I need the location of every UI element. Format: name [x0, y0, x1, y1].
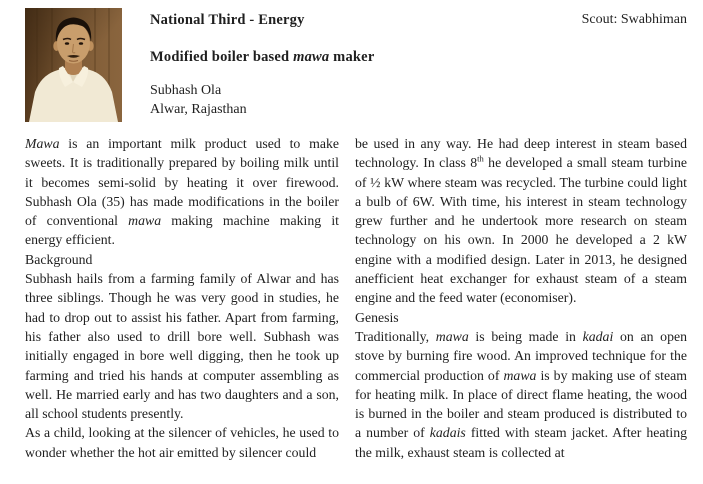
innovator-location: Alwar, Rajasthan	[150, 101, 247, 117]
paragraph-intro: Mawa is an important milk product used to make sweets. It is traditionally prepared by boiling milk until it becomes semi-solid by heating it over firewood. Subhash Ola (35) has made modifications in the boiler of conventional mawa making machine making it energy efficient.	[25, 136, 339, 248]
innovation-title: Modified boiler based mawa maker	[150, 49, 375, 65]
section-heading-background: Background	[25, 251, 93, 267]
innovator-name: Subhash Ola	[150, 83, 222, 98]
column-left	[25, 134, 339, 462]
award-category-title: National Third - Energy	[150, 12, 305, 28]
scout-credit: Scout: Swabhiman	[581, 12, 687, 27]
article-body	[25, 134, 687, 462]
paragraph-background: Subhash hails from a farming family of Alwar and has three siblings. Though he was very good in studies, he had to drop out to assist his father. Apart from farming, his father also used to drill bore well. Subhash was initially engaged in bore well digging, then he took up farming and tried his hands at computer assembling as well. He married early and has two daughters and a son, all school students presently.	[25, 271, 339, 422]
paragraph-childhood: As a child, looking at the silencer of vehicles, he used to wonder whether the hot air emitted by silencer could	[25, 425, 339, 460]
paragraph-steam-interest: be used in any way. He had deep interest in steam based technology. In class 8th he developed a small steam turbine of ½ kW where steam was recycled. The turbine could light a bulb of 6W. With time, his interest in steam technology grew further and he undertook more research on steam technology on his own. In 2000 he developed a 2 kW engine with a modified design. Later in 2013, he designed anefficient heat exchanger for exhaust steam of a steam engine and the feed water (economiser).	[355, 136, 687, 306]
portrait-illustration	[25, 8, 122, 122]
header-text-block	[150, 8, 530, 119]
section-heading-genesis: Genesis	[355, 309, 399, 325]
column-right	[355, 134, 687, 462]
innovator-photo	[25, 8, 122, 122]
paragraph-genesis: Traditionally, mawa is being made in kadai on an open stove by burning fire wood. An improved technique for the commercial production of mawa is by making use of steam for heating milk. In place of direct flame heating, the wood is burned in the boiler and steam produced is distributed to a number of kadais fitted with steam jacket. After heating the milk, exhaust steam is collected at	[355, 328, 687, 460]
